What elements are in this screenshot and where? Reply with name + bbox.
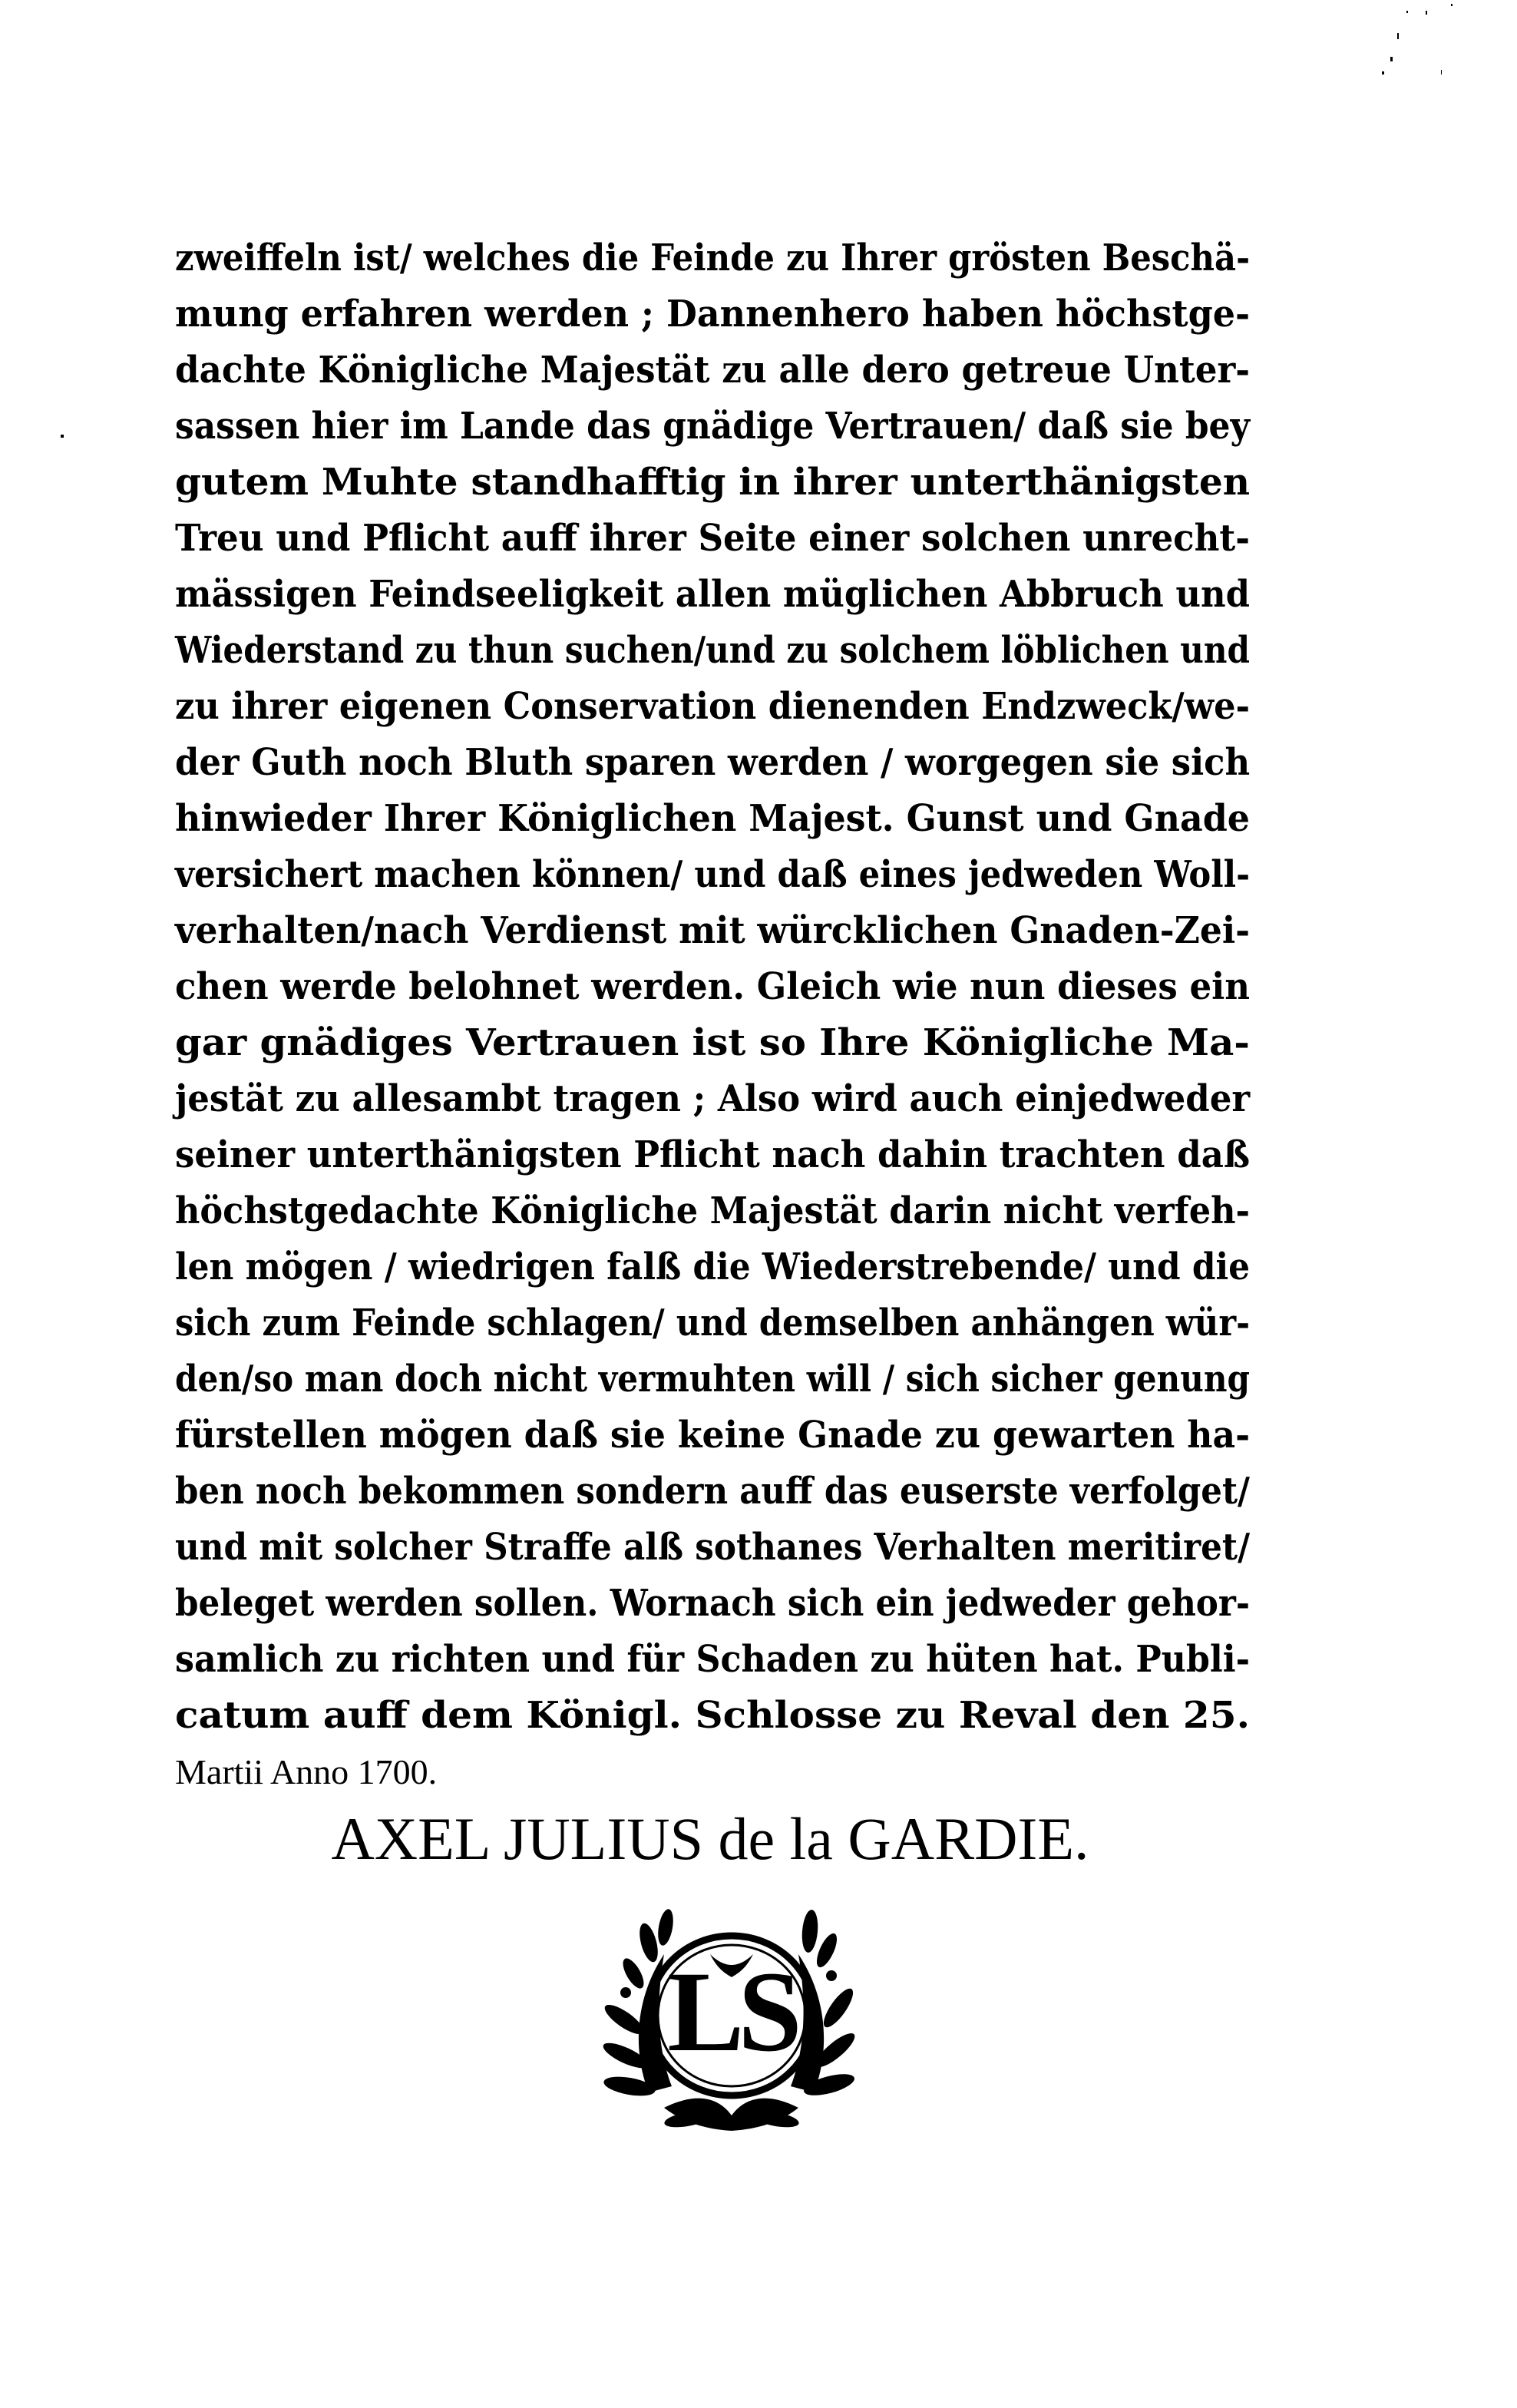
text-line (175, 1183, 1254, 1239)
text-line (175, 1464, 1254, 1520)
scan-speck (1451, 4, 1453, 6)
scan-speck (1382, 71, 1384, 74)
text-line (175, 1239, 1254, 1295)
text-line (175, 791, 1254, 847)
text-line (175, 735, 1254, 791)
text-line (175, 455, 1254, 511)
text-line (175, 1127, 1254, 1183)
text-line-content: chen werde belohnet werden. Gleich wie nun dieses ein (175, 965, 1250, 1008)
text-line-content: Martii Anno 1700. (175, 1752, 438, 1791)
text-line-content: Treu und Pflicht auff ihrer Seite einer solchen unrecht- (175, 517, 1250, 560)
text-line-content: ben noch bekommen sondern auff das euserste verfolget/ (175, 1470, 1250, 1513)
text-line-content: len mögen / wiedrigen falß die Wiederstrebende/ und die (175, 1245, 1251, 1288)
text-line (175, 567, 1254, 623)
text-line-content: versichert machen können/ und daß eines jedweden Woll- (175, 853, 1251, 896)
text-line-content: catum auff dem Königl. Schlosse zu Reval den 25. (175, 1694, 1251, 1737)
text-line (175, 903, 1254, 959)
text-line-content: samlich zu richten und für Schaden zu hüten hat. Publi- (175, 1638, 1250, 1681)
text-line (175, 959, 1254, 1015)
text-line (175, 1520, 1254, 1576)
scan-speck (1441, 70, 1442, 74)
text-line (175, 511, 1254, 567)
scan-speck (1397, 33, 1399, 39)
text-line-content: zweiffeln ist/ welches die Feinde zu Ihrer grösten Beschä- (175, 237, 1251, 280)
text-line-content: sich zum Feinde schlagen/ und demselben anhängen wür- (175, 1302, 1251, 1345)
text-line-content: hinwieder Ihrer Königlichen Majest. Gunst und Gnade (175, 797, 1251, 840)
text-line-content: dachte Königliche Majestät zu alle dero getreue Unter- (175, 349, 1251, 392)
text-line-content: den/so man doch nicht vermuhten will / sich sicher genung (175, 1358, 1250, 1401)
text-line-content: sassen hier im Lande das gnädige Vertrauen/ daß sie bey (175, 405, 1250, 448)
text-line (175, 230, 1254, 286)
text-line-content: mung erfahren werden ; Dannenhero haben höchstge- (175, 293, 1251, 336)
text-line (175, 1576, 1254, 1632)
text-line-content: und mit solcher Straffe alß sothanes Verhalten meritiret/ (175, 1526, 1251, 1569)
text-line-content: Wiederstand zu thun suchen/und zu solchem löblichen und (175, 629, 1250, 672)
text-line (175, 1015, 1254, 1071)
text-line (175, 1407, 1254, 1464)
text-line-content: gar gnädiges Vertrauen ist so Ihre Königliche Ma- (175, 1021, 1250, 1064)
scan-speck (1406, 11, 1408, 13)
text-line (175, 286, 1254, 342)
proclamation-body (175, 230, 1254, 1800)
date-line (175, 1744, 1254, 1800)
text-line-content: beleget werden sollen. Wornach sich ein jedweder gehor- (175, 1582, 1251, 1625)
text-line-content: mässigen Feindseeligkeit allen müglichen Abbruch und (175, 573, 1250, 616)
signature: AXEL JULIUS de la GARDIE. (331, 1805, 1089, 1872)
text-line (175, 342, 1254, 399)
seal-ls-icon (603, 1885, 860, 2135)
scan-speck (1426, 11, 1427, 15)
text-line (175, 1688, 1254, 1744)
scan-speck (61, 435, 64, 438)
svg-text:LS: LS (667, 1948, 796, 2076)
scan-speck (1390, 57, 1393, 61)
text-line-content: zu ihrer eigenen Conservation dienenden Endzweck/we- (175, 685, 1251, 728)
text-line (175, 1632, 1254, 1688)
text-line (175, 623, 1254, 679)
text-line (175, 679, 1254, 735)
text-line (175, 1351, 1254, 1407)
text-line (175, 1071, 1254, 1127)
text-line-content: höchstgedachte Königliche Majestät darin nicht verfeh- (175, 1189, 1251, 1232)
text-line-content: fürstellen mögen daß sie keine Gnade zu gewarten ha- (175, 1414, 1251, 1457)
text-line-content: der Guth noch Bluth sparen werden / worgegen sie sich (175, 741, 1251, 784)
text-line-content: seiner unterthänigsten Pflicht nach dahin trachten daß (175, 1133, 1251, 1176)
text-line-content: verhalten/nach Verdienst mit würcklichen Gnaden-Zei- (175, 909, 1251, 952)
text-line (175, 399, 1254, 455)
text-line (175, 847, 1254, 903)
text-line-content: gutem Muhte standhafftig in ihrer unterthänigsten (175, 461, 1251, 504)
text-line-content: jestät zu allesambt tragen ; Also wird auch einjedweder (175, 1077, 1251, 1120)
text-line (175, 1295, 1254, 1351)
